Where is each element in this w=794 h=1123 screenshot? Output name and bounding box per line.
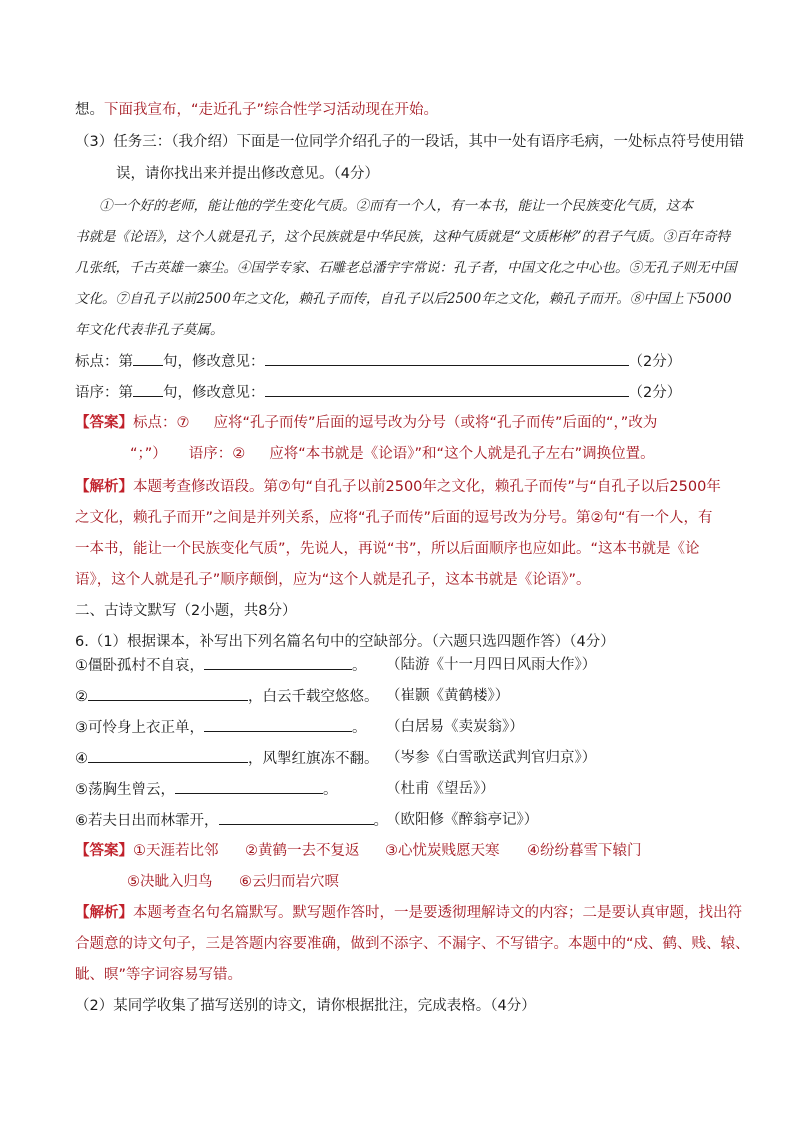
poem-item-3 bbox=[75, 717, 367, 738]
poem-item-4 bbox=[75, 748, 379, 769]
order-opinion-blank[interactable] bbox=[265, 382, 629, 397]
analysis2-text-1: 本题考查名句名篇默写。默写题作答时，一是要透彻理解诗文的内容；二是要认真审题，找出符 bbox=[133, 905, 742, 921]
punct-opinion-blank[interactable] bbox=[265, 351, 629, 366]
analysis1-line2: 之文化，赖孔子而开”之间是并列关系，应将“孔子而传”后面的逗号改为分号。第②句“有一个人，有 bbox=[75, 510, 713, 526]
passage-line-3: 几张纸，千古英雄一寨尘。④国学专家、石雕老总潘宇宇常说：孔子者，中国文化之中心也。⑤无孔子则无中国 bbox=[75, 260, 737, 276]
punct-fill-line bbox=[75, 351, 681, 372]
analysis1-line4: 语》，这个人就是孔子”顺序颠倒，应为“这个人就是孔子，这本书就是《论语》”。 bbox=[75, 572, 591, 588]
intro-prefix: 想。 bbox=[75, 102, 104, 118]
poem-item-4-blank[interactable] bbox=[88, 748, 248, 763]
answer2-row1 bbox=[75, 841, 642, 861]
passage-line-4: 文化。⑦自孔子以前2500年之文化，赖孔子而传，自孔子以后2500年之文化，赖孔子而开。⑧中国上下5000 bbox=[75, 291, 732, 307]
answer1-semicolon: “；”） bbox=[130, 446, 167, 462]
poem-item-6-blank[interactable] bbox=[219, 810, 374, 825]
answer2-row2 bbox=[127, 872, 339, 892]
poem-source-3: （白居易《卖炭翁》） bbox=[386, 719, 524, 735]
analysis2-line2: 合题意的诗文句子，三是答题内容要准确，做到不添字、不漏字、不写错字。本题中的“戍、鹤、贱、辕、 bbox=[75, 936, 750, 952]
poem-item-1-text: ①僵卧孤村不自哀， bbox=[75, 658, 204, 674]
poem-item-1 bbox=[75, 655, 367, 676]
poem-item-6 bbox=[75, 810, 388, 831]
poem-item-3-text: ③可怜身上衣正单， bbox=[75, 720, 204, 736]
answer2-item-2: ②黄鹤一去不复返 bbox=[245, 843, 360, 859]
answer2-item-4: ④纷纷暮雪下辕门 bbox=[527, 843, 642, 859]
q6-prompt: 6.（1）根据课本，补写出下列名篇名句中的空缺部分。（六题只选四题作答）（4分） bbox=[75, 634, 615, 650]
answer2-item-1: ①天涯若比邻 bbox=[133, 843, 219, 859]
analysis2-line1 bbox=[75, 903, 742, 923]
analysis2-tag: 【解析】 bbox=[75, 905, 133, 921]
punct-score: （2分） bbox=[628, 354, 682, 370]
order-label: 语序：第 bbox=[75, 385, 133, 401]
answer-tag: 【答案】 bbox=[75, 415, 133, 431]
task3-prompt-line1: （3）任务三：（我介绍）下面是一位同学介绍孔子的一段话，其中一处有语序毛病，一处标点符号使用错 bbox=[75, 134, 744, 150]
intro-announcement: 下面我宣布，“走近孔子”综合性学习活动现在开始。 bbox=[104, 102, 439, 118]
poem-source-6: （欧阳修《醉翁亭记》） bbox=[386, 812, 539, 828]
poem-item-1-end: 。 bbox=[352, 658, 367, 674]
poem-item-5-blank[interactable] bbox=[175, 779, 323, 794]
punct-label: 标点：第 bbox=[75, 354, 133, 370]
answer1-order: 语序：② bbox=[188, 446, 246, 462]
answer1-punct: 标点：⑦ bbox=[133, 415, 190, 431]
poem-item-4-end: ，风掣红旗冻不翻。 bbox=[248, 751, 379, 767]
poem-item-2-end: ，白云千载空悠悠。 bbox=[248, 689, 379, 705]
analysis-tag: 【解析】 bbox=[75, 479, 133, 495]
order-mid: 句，修改意见： bbox=[163, 385, 265, 401]
order-fill-line bbox=[75, 382, 681, 403]
punct-sentence-blank[interactable] bbox=[133, 351, 163, 366]
poem-item-5 bbox=[75, 779, 338, 800]
poem-item-2 bbox=[75, 686, 379, 707]
answer2-tag: 【答案】 bbox=[75, 843, 133, 859]
analysis1-line3: 一本书，能让一个民族变化气质”，先说人，再说“书”，所以后面顺序也应如此。“这本书就是《论 bbox=[75, 541, 700, 557]
answer2-item-3: ③心忧炭贱愿天寒 bbox=[385, 843, 500, 859]
poem-source-2: （崔颢《黄鹤楼》） bbox=[386, 688, 510, 704]
answer1-line2 bbox=[130, 444, 655, 464]
answer1-order-fix: 应将“本书就是《论语》”和“这个人就是孔子左右”调换位置。 bbox=[269, 446, 655, 462]
poem-source-5: （杜甫《望岳》） bbox=[386, 781, 495, 797]
order-sentence-blank[interactable] bbox=[133, 382, 163, 397]
poem-item-2-text: ② bbox=[75, 689, 88, 705]
poem-item-6-text: ⑥若夫日出而林霏开， bbox=[75, 813, 219, 829]
answer1-punct-fix: 应将“孔子而传”后面的逗号改为分号（或将“孔子而传”后面的“，”改为 bbox=[213, 415, 658, 431]
poem-item-5-text: ⑤荡胸生曾云， bbox=[75, 782, 175, 798]
poem-item-5-end: 。 bbox=[323, 782, 338, 798]
task3-prompt-line2: 误，请你找出来并提出修改意见。（4分） bbox=[116, 166, 379, 182]
answer1-line1 bbox=[75, 413, 657, 433]
poem-item-3-end: 。 bbox=[352, 720, 367, 736]
poem-source-1: （陆游《十一月四日风雨大作》） bbox=[386, 657, 597, 673]
poem-item-3-blank[interactable] bbox=[204, 717, 352, 732]
passage-line-1: ①一个好的老师，能让他的学生变化气质。②而有一个人，有一本书，能让一个民族变化气质，这本 bbox=[99, 198, 693, 214]
poem-item-6-end: 。 bbox=[373, 813, 388, 829]
poem-item-1-blank[interactable] bbox=[204, 655, 352, 670]
q6-2-prompt: （2）某同学收集了描写送别的诗文，请你根据批注，完成表格。（4分） bbox=[75, 998, 536, 1014]
poem-source-4: （岑参《白雪歌送武判官归京》） bbox=[386, 750, 597, 766]
passage-line-5: 年文化代表非孔子莫属。 bbox=[75, 322, 224, 338]
analysis1-text-1: 本题考查修改语段。第⑦句“自孔子以前2500年之文化，赖孔子而传”与“自孔子以后2500年 bbox=[133, 479, 721, 495]
order-score: （2分） bbox=[628, 385, 682, 401]
section2-heading: 二、古诗文默写（2小题，共8分） bbox=[75, 603, 297, 619]
poem-item-2-blank[interactable] bbox=[88, 686, 248, 701]
intro-tail bbox=[75, 100, 438, 120]
analysis1-line1 bbox=[75, 477, 721, 497]
answer2-item-6: ⑥云归而岩穴暝 bbox=[239, 874, 339, 890]
passage-line-2: 书就是《论语》，这个人就是孔子，这个民族就是中华民族，这种气质就是“文质彬彬”的君子气质。③百年奇特 bbox=[75, 229, 731, 245]
analysis2-line3: 眦、暝”等字词容易写错。 bbox=[75, 967, 243, 983]
poem-item-4-text: ④ bbox=[75, 751, 88, 767]
answer2-item-5: ⑤决眦入归鸟 bbox=[127, 874, 213, 890]
punct-mid: 句，修改意见： bbox=[163, 354, 265, 370]
